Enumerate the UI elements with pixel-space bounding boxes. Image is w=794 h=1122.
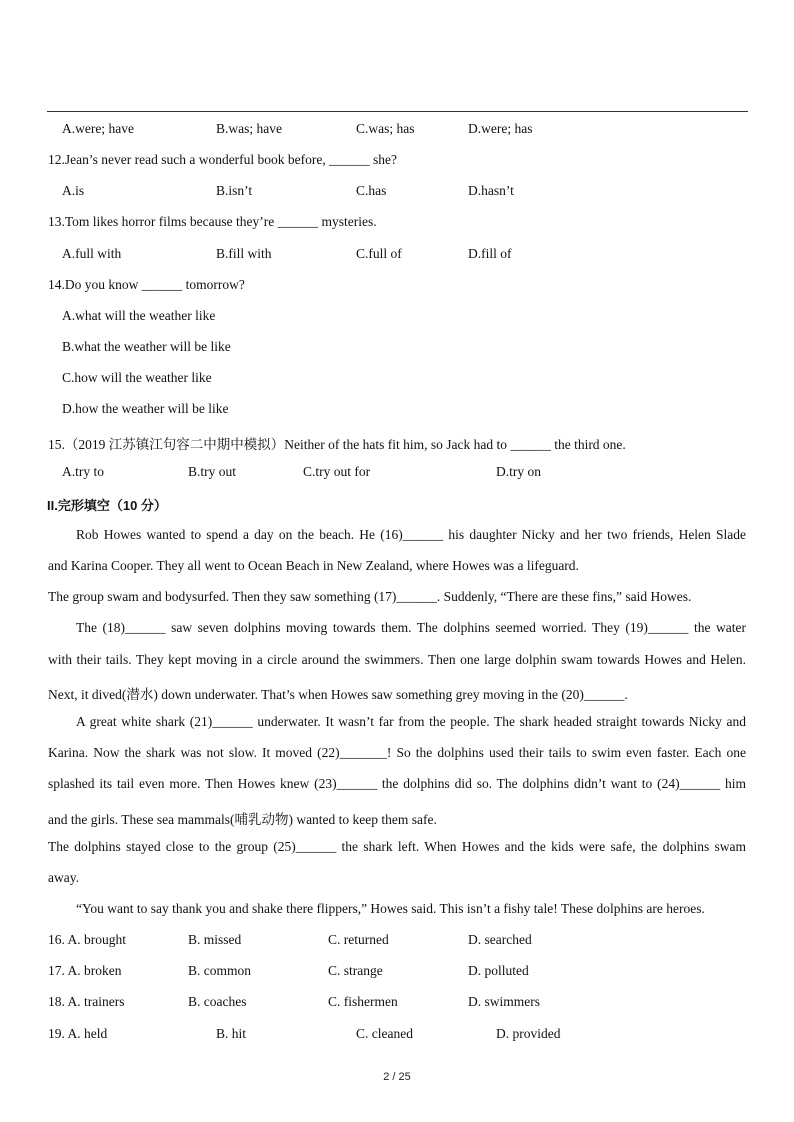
page-number: 2 / 25 [383,1071,411,1083]
option-b: B.was; have [216,121,282,136]
question-14: 14.Do you know ______ tomorrow? [48,277,245,292]
option-b: B. coaches [188,994,247,1009]
passage-line: The (18)______ saw seven dolphins moving towards them. The dolphins seemed worried. They (19)______ the water [76,620,746,635]
passage-line: A great white shark (21)______ underwater. It wasn’t far from the people. The shark headed straight towards Nicky and [76,714,746,729]
passage-line: Karina. Now the shark was not slow. It moved (22)_______! So the dolphins used their tails to swim even faster. Each one [48,745,746,760]
option-d: D. polluted [468,963,529,978]
option-c: C. cleaned [356,1026,413,1041]
option-a: 19. A. held [48,1026,108,1041]
option-a: A.full with [62,246,122,261]
passage-line: and Karina Cooper. They all went to Ocean Beach in New Zealand, where Howes was a lifeguard. [48,558,579,573]
option-a: 18. A. trainers [48,994,125,1009]
option-a: 16. A. brought [48,932,127,947]
passage-line: and the girls. These sea mammals(哺乳动物) wanted to keep them safe. [48,812,437,827]
option-d: D. searched [468,932,532,947]
passage-line: splashed its tail even more. Then Howes knew (23)______ the dolphins did so. The dolphins didn’t want to (24)______ him [48,776,746,791]
option-d: D. swimmers [468,994,540,1009]
passage-line: Rob Howes wanted to spend a day on the beach. He (16)______ his daughter Nicky and her two friends, Helen Slade [76,527,746,542]
option-b: B.fill with [216,246,272,261]
header-rule [47,111,748,112]
option-a: A.what will the weather like [62,308,216,323]
option-c: C.has [356,183,387,198]
option-c: C. fishermen [328,994,398,1009]
option-d: D.were; has [468,121,533,136]
option-d: D.how the weather will be like [62,401,229,416]
section-title: II.完形填空（10 分） [47,498,167,513]
option-d: D. provided [496,1026,561,1041]
option-d: D.try on [496,464,541,479]
option-b: B.what the weather will be like [62,339,231,354]
passage-line: “You want to say thank you and shake there flippers,” Howes said. This isn’t a fishy tale! These dolphins are heroes. [76,901,705,916]
passage-line: away. [48,870,79,885]
option-a: 17. A. broken [48,963,122,978]
option-b: B. common [188,963,251,978]
option-b: B. missed [188,932,242,947]
option-a: A.try to [62,464,104,479]
passage-line: The dolphins stayed close to the group (25)______ the shark left. When Howes and the kids were safe, the dolphins swam [48,839,746,854]
option-c: C.was; has [356,121,415,136]
option-c: C. returned [328,932,389,947]
question-15: 15.（2019 江苏镇江句容二中期中模拟）Neither of the hats fit him, so Jack had to ______ the third one. [48,437,626,452]
option-c: C.full of [356,246,402,261]
option-b: B. hit [216,1026,247,1041]
question-12: 12.Jean’s never read such a wonderful book before, ______ she? [48,152,398,167]
option-a: A.is [62,183,85,198]
question-13: 13.Tom likes horror films because they’re ______ mysteries. [48,214,377,229]
passage-line: The group swam and bodysurfed. Then they saw something (17)______. Suddenly, “There are these fins,” said Howes. [48,589,692,604]
option-c: C. strange [328,963,383,978]
option-c: C.try out for [303,464,371,479]
option-a: A.were; have [62,121,134,136]
passage-line: with their tails. They kept moving in a circle around the swimmers. Then one large dolphin swam towards Howes and Helen. [48,652,746,667]
passage-line: Next, it dived(潜水) down underwater. That’s when Howes saw something grey moving in the (20)______. [48,687,628,702]
option-b: B.isn’t [216,183,253,198]
option-b: B.try out [188,464,237,479]
option-d: D.fill of [468,246,512,261]
option-c: C.how will the weather like [62,370,212,385]
option-d: D.hasn’t [468,183,514,198]
